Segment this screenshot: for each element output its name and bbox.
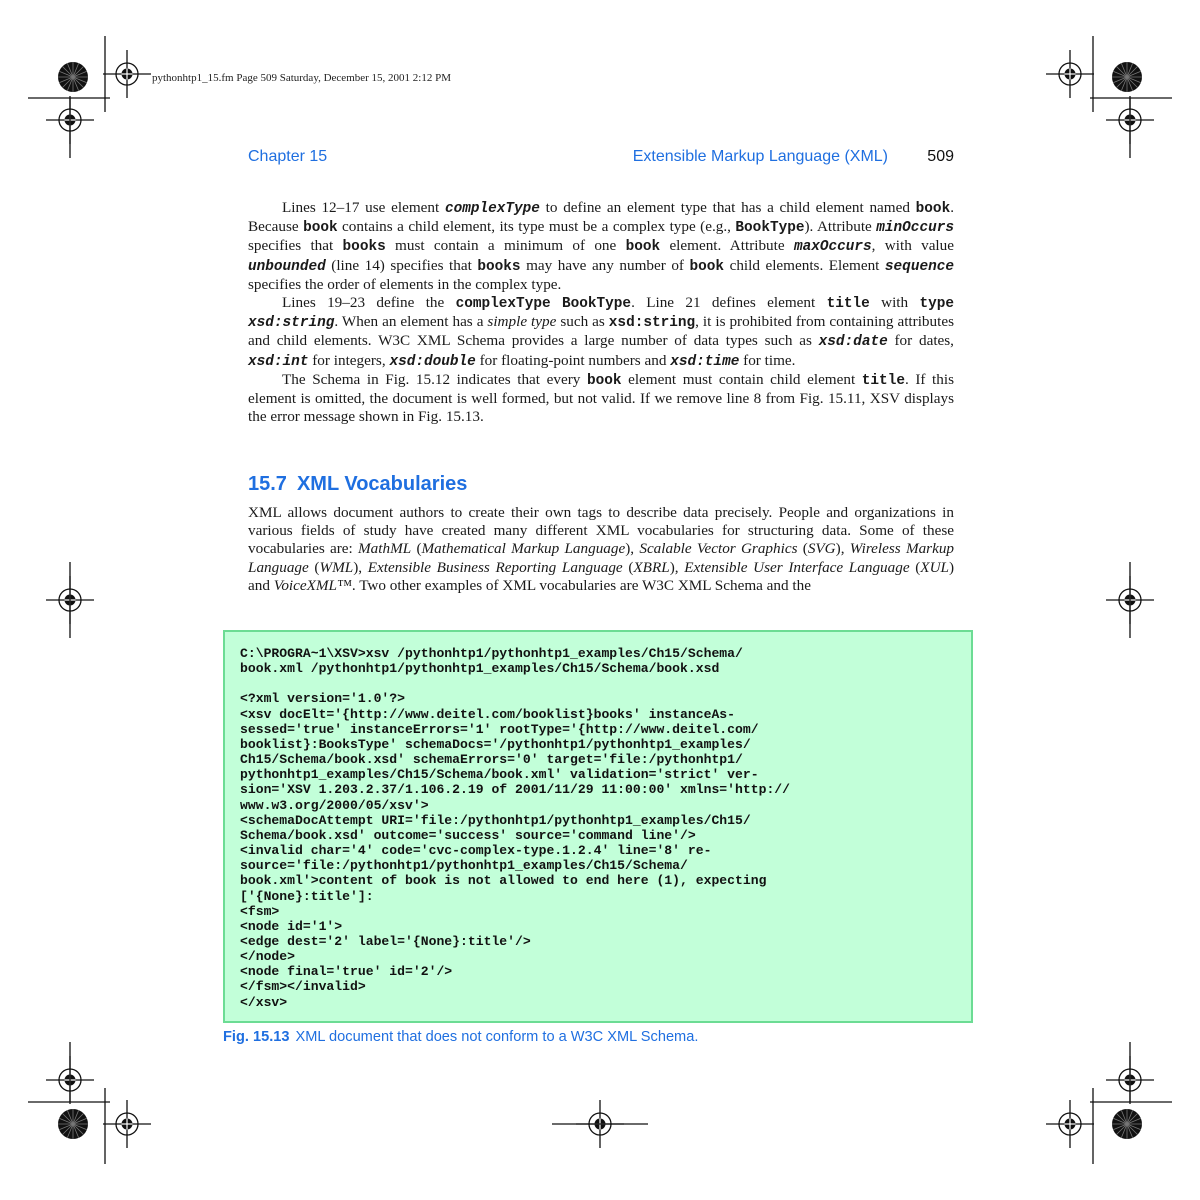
code-line	[240, 676, 957, 691]
figure-caption	[223, 1029, 698, 1045]
code-line: sion='XSV 1.203.2.37/1.106.2.19 of 2001/11/29 11:00:00' xmlns='http://	[240, 782, 791, 798]
running-head	[248, 146, 954, 168]
code-line: source='file:/pythonhtp1/pythonhtp1_examples/Ch15/Schema/	[240, 858, 688, 874]
code-line: Schema/book.xsd' outcome='success' source='command line'/>	[240, 827, 696, 843]
code-line: <node id='1'>	[240, 918, 343, 934]
code-line: </xsv>	[240, 994, 288, 1010]
code-line: <node final='true' id='2'/>	[240, 964, 453, 980]
section-heading	[248, 473, 477, 496]
paragraph: XML allows document authors to create their own tags to describe data precisely. People and organizations in various fields of study have created many different XML vocabularies for structuring data. Some of these vocabularies are: MathML (Mathematical Markup Language), Scalable Vector Graphics (SVG), Wireless Markup Language (WML), Extensible Business Reporting Language (XBRL), Extensible User Interface Language (XUL) and VoiceXML™. Two other examples of XML vocabularies are W3C XML Schema and the	[248, 504, 955, 594]
section-title: XML Vocabularies	[296, 473, 468, 495]
code-line: <fsm>	[240, 903, 280, 919]
code-line: book.xml /pythonhtp1/pythonhtp1_examples/Ch15/Schema/book.xsd	[240, 661, 720, 677]
code-line: </node>	[240, 949, 296, 965]
running-head-title: Extensible Markup Language (XML)	[632, 148, 888, 165]
code-line: <edge dest='2' label='{None}:title'/>	[240, 933, 531, 949]
section-number: 15.7	[248, 473, 287, 495]
paragraph: Lines 19–23 define the complexType BookType. Line 21 defines element title with type xsd:string. When an element has a simple type such as xsd:string, it is prohibited from containing attributes and child elements. W3C XML Schema provides a large number of data types such as xsd:date for dates, xsd:int for integers, xsd:double for floating-point numbers and xsd:time for time.	[248, 294, 954, 370]
code-line: book.xml'>content of book is not allowed to end here (1), expecting	[240, 873, 767, 889]
page-number: 509	[927, 148, 954, 165]
code-line: pythonhtp1_examples/Ch15/Schema/book.xml' validation='strict' ver-	[240, 767, 759, 783]
print-slug: pythonhtp1_15.fm Page 509 Saturday, December 15, 2001 2:12 PM	[152, 72, 451, 84]
code-line: <xsv docElt='{http://www.deitel.com/booklist}books' instanceAs-	[240, 706, 736, 722]
code-line: sessed='true' instanceErrors='1' rootType='{http://www.deitel.com/	[240, 721, 759, 737]
figure-label: Fig. 15.13	[223, 1029, 290, 1045]
code-line: ['{None}:title']:	[240, 888, 374, 904]
body-text	[248, 199, 954, 426]
code-line: <invalid char='4' code='cvc-complex-type.1.2.4' line='8' re-	[240, 843, 712, 859]
paragraph: Lines 12–17 use element complexType to define an element type that has a child element named book. Because book contains a child element, its type must be a complex type (e.g., BookType). Attribute minOccurs specifies that books must contain a minimum of one book element. Attribute maxOccurs, with value unbounded (line 14) specifies that books may have any number of book child elements. Element sequence specifies the order of elements in the complex type.	[248, 199, 954, 293]
code-line: Ch15/Schema/book.xsd' schemaErrors='0' target='file:/pythonhtp1/	[240, 752, 743, 768]
code-line: <?xml version='1.0'?>	[240, 691, 406, 707]
figure-caption-text: XML document that does not conform to a W3C XML Schema.	[295, 1029, 699, 1045]
code-line: booklist}:BooksType' schemaDocs='/pythonhtp1/pythonhtp1_examples/	[240, 736, 751, 752]
code-line: C:\PROGRA~1\XSV>xsv /pythonhtp1/pythonhtp1_examples/Ch15/Schema/	[240, 646, 743, 661]
vocab-text	[248, 504, 954, 595]
running-head-chapter: Chapter 15	[248, 148, 328, 165]
code-line: <schemaDocAttempt URI='file:/pythonhtp1/pythonhtp1_examples/Ch15/	[240, 812, 751, 828]
paragraph: The Schema in Fig. 15.12 indicates that every book element must contain child element title. If this element is omitted, the document is well formed, but not valid. If we remove line 8 from Fig. 15.11, XSV displays the error message shown in Fig. 15.13.	[248, 370, 955, 426]
code-output-box	[223, 630, 973, 1023]
code-line: </fsm></invalid>	[240, 979, 366, 995]
code-line: www.w3.org/2000/05/xsv'>	[240, 797, 429, 813]
